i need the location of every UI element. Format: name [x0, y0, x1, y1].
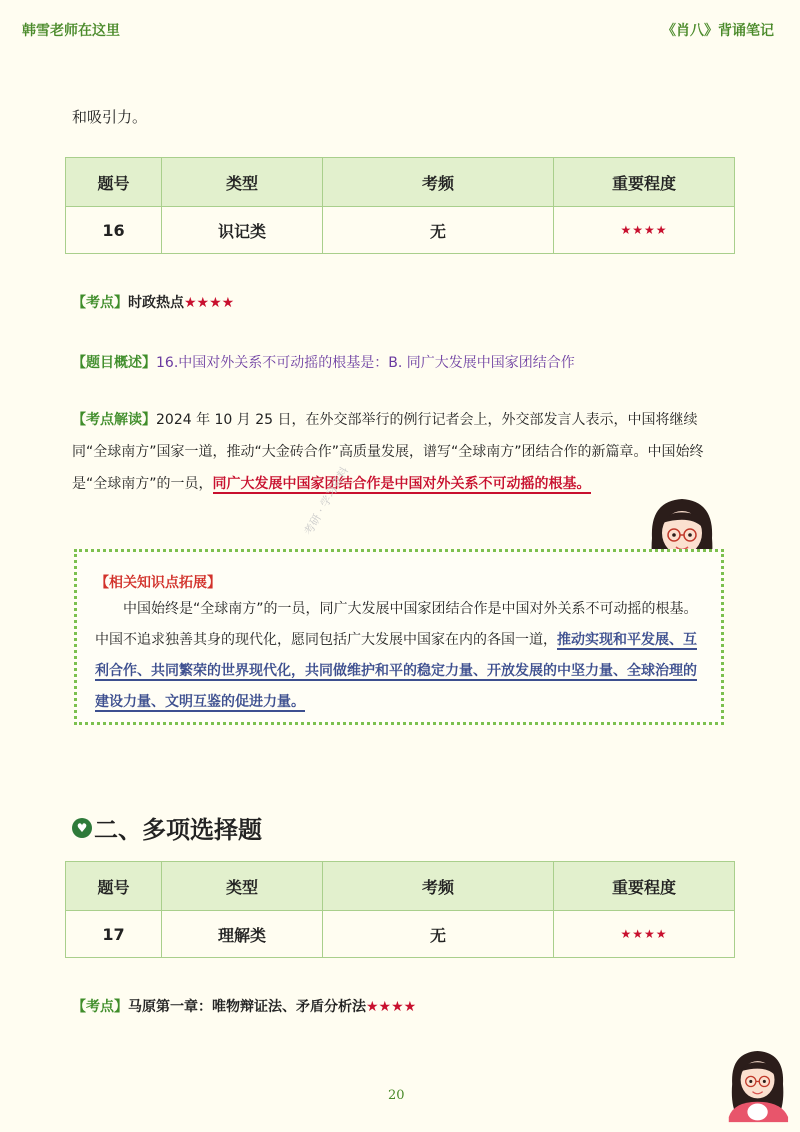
expansion-highlight: 推动实现和平发展、互利合作、共同繁荣的世界现代化，共同做维护和平的稳定力量、开放发展的中坚力量、全球治理的建设力量、文明互鉴的促进力量。	[95, 632, 697, 710]
header-cell-frequency: 考频	[323, 862, 554, 911]
key-point-text: 马原第一章：唯物辩证法、矛盾分析法	[128, 999, 366, 1015]
watermark: 考研 · 学习资料	[301, 464, 352, 538]
girl-avatar-icon-footer	[722, 1040, 794, 1128]
header-cell-frequency: 考频	[323, 158, 554, 207]
section-title-multiple-choice	[72, 810, 262, 845]
key-point-text: 时政热点	[128, 295, 184, 311]
summary-text: 16.中国对外关系不可动摇的根基是：B. 同广大发展中国家团结合作	[156, 355, 575, 371]
header-book-title: 《肖八》背诵笔记	[662, 23, 774, 39]
key-point-line	[72, 292, 234, 312]
section-title-text: 二、多项选择题	[94, 816, 262, 844]
table-header-row	[66, 862, 735, 911]
question-summary-line	[72, 352, 575, 372]
header-cell-importance: 重要程度	[554, 158, 735, 207]
key-point-stars: ★★★★	[184, 295, 235, 311]
cell-number: 16	[66, 207, 162, 254]
question-info-table-16	[65, 157, 735, 254]
analysis-paragraph	[72, 404, 732, 500]
cell-frequency: 无	[323, 911, 554, 958]
key-point-tag: 【考点】	[72, 999, 128, 1015]
header-cell-type: 类型	[162, 862, 323, 911]
table-row	[66, 207, 735, 254]
cell-frequency: 无	[323, 207, 554, 254]
header-cell-number: 题号	[66, 158, 162, 207]
summary-tag: 【题目概述】	[72, 355, 156, 371]
analysis-tag: 【考点解读】	[72, 412, 156, 428]
cell-importance-stars: ★★★★	[554, 911, 735, 958]
header-author: 韩雪老师在这里	[22, 23, 120, 39]
header-cell-type: 类型	[162, 158, 323, 207]
header-cell-importance: 重要程度	[554, 862, 735, 911]
expansion-text: 中国始终是“全球南方”的一员，同广大发展中国家团结合作是中国对外关系不可动摇的根基。中国不追求独善其身的现代化，愿同包括广大发展中国家在内的各国一道，	[95, 601, 698, 648]
page-number: 20	[388, 1088, 405, 1103]
cell-number: 17	[66, 911, 162, 958]
table-header-row	[66, 158, 735, 207]
heart-chat-icon: ♥	[72, 818, 92, 838]
header-cell-number: 题号	[66, 862, 162, 911]
cell-type: 理解类	[162, 911, 323, 958]
cell-type: 识记类	[162, 207, 323, 254]
key-point-line-2	[72, 996, 416, 1016]
table-row	[66, 911, 735, 958]
cell-importance-stars: ★★★★	[554, 207, 735, 254]
key-point-tag: 【考点】	[72, 295, 128, 311]
question-info-table-17	[65, 861, 735, 958]
expansion-paragraph	[95, 594, 703, 718]
continuation-text: 和吸引力。	[72, 108, 148, 126]
related-knowledge-box	[74, 549, 724, 725]
key-point-stars: ★★★★	[366, 999, 417, 1015]
expansion-title: 【相关知识点拓展】	[95, 575, 221, 591]
analysis-highlight: 同广大发展中国家团结合作是中国对外关系不可动摇的根基。	[212, 476, 591, 492]
analysis-text: 2024 年 10 月 25 日，在外交部举行的例行记者会上，外交部发言人表示，中国将继续同“全球南方”国家一道，推动“大金砖合作”高质量发展，谱写“全球南方”团结合作的新篇章。中国始终是“全球南方”的一员，	[72, 412, 704, 492]
